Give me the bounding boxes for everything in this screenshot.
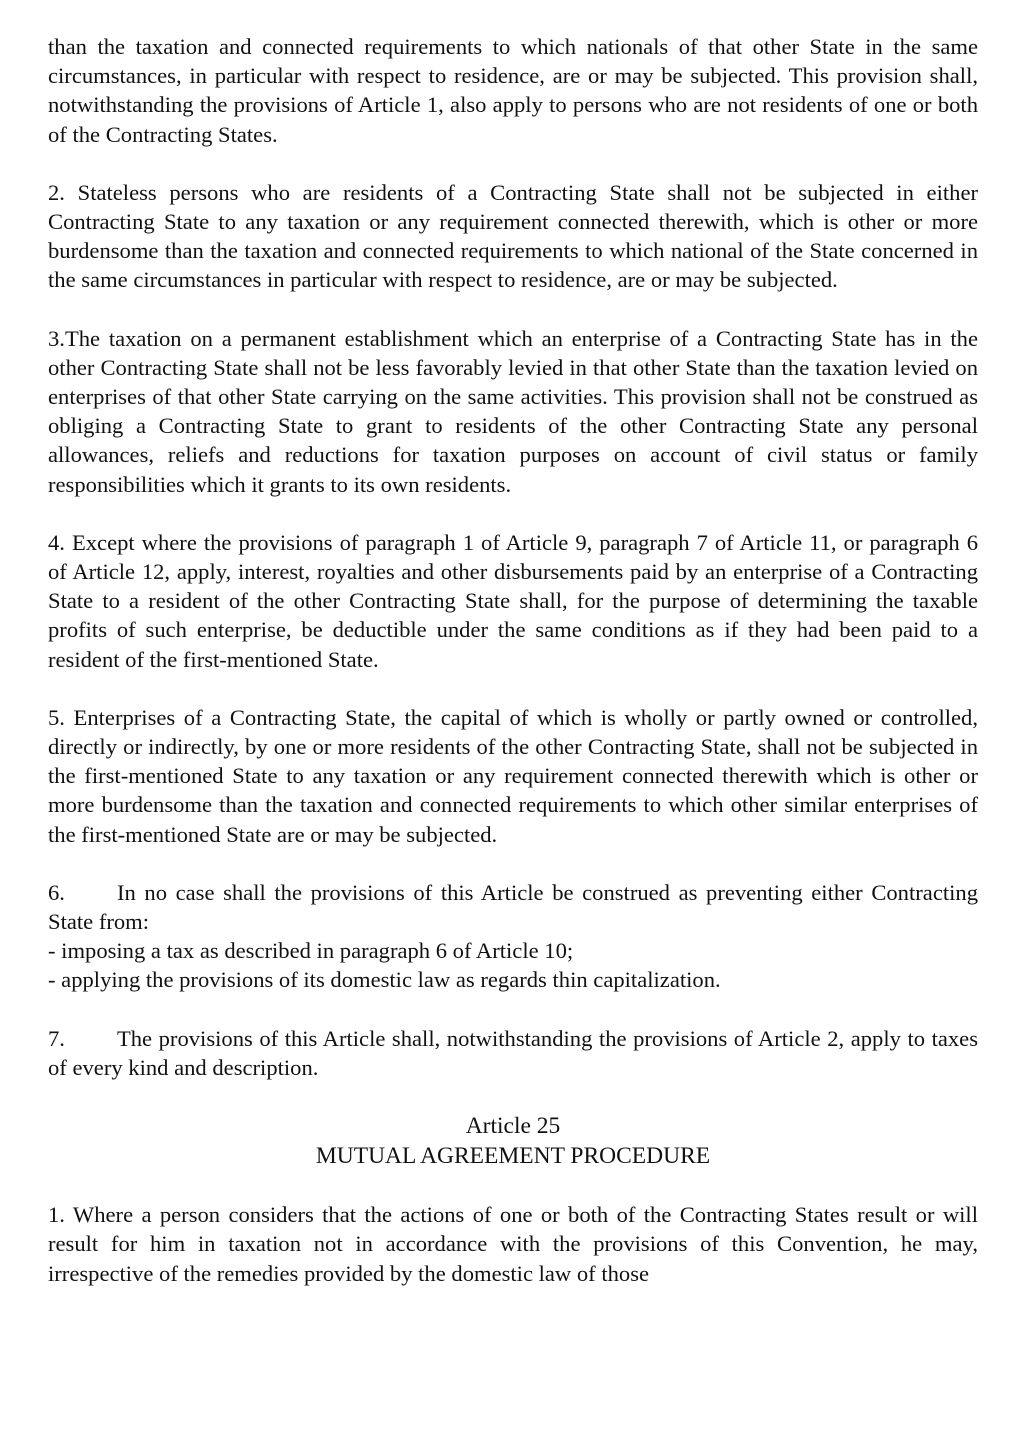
paragraph-6-item: - imposing a tax as described in paragraph 6 of Article 10; [48,938,574,964]
paragraph-7 [48,1024,978,1082]
paragraph-3: 3.The taxation on a permanent establishment which an enterprise of a Contracting State has in the other Contracting State shall not be less favorably levied in that other State than the taxation levied on enterprises of that other State carrying on the same activities. This provision shall not be construed as obliging a Contracting State to grant to residents of the other Contracting State any personal allowances, reliefs and reductions for taxation purposes on account of civil status or family responsibilities which it grants to its own residents. [48,325,978,497]
paragraph-6-text: In no case shall the provisions of this Article be construed as preventing either Contracting State from: [48,879,978,935]
paragraph-7-number: 7. [48,1025,65,1051]
article-number: Article 25 [465,1113,561,1140]
article-25-paragraph-1: 1. Where a person considers that the actions of one or both of the Contracting States result or will result for him in taxation not in accordance with the provisions of this Convention, he may, irrespective of the remedies provided by the domestic law of those [48,1202,978,1286]
article-heading [48,1111,978,1171]
document-page [48,32,978,1317]
paragraph-6-number: 6. [48,879,65,905]
paragraph-6 [48,878,978,995]
paragraph-5: 5. Enterprises of a Contracting State, the capital of which is wholly or partly owned or controlled, directly or indirectly, by one or more residents of the other Contracting State, shall not be subjected in the first-mentioned State to any taxation or any requirement connected therewith which is other or more burdensome than the taxation and connected requirements to which other similar enterprises of the first-mentioned State are or may be subjected. [48,704,978,847]
article-title: MUTUAL AGREEMENT PROCEDURE [315,1143,711,1170]
paragraph-6-item: - applying the provisions of its domestic law as regards thin capitalization. [48,967,721,993]
paragraph-7-text: The provisions of this Article shall, notwithstanding the provisions of Article 2, apply to taxes of every kind and description. [48,1025,978,1080]
paragraph-continuation: than the taxation and connected requirements to which nationals of that other State in the same circumstances, in particular with respect to residence, are or may be subjected. This provision shall, notwithstanding the provisions of Article 1, also apply to persons who are not residents of one or both of the Contracting States. [48,34,978,147]
paragraph-6-intro [48,878,978,936]
paragraph-2: 2. Stateless persons who are residents of a Contracting State shall not be subjected in either Contracting State to any taxation or any requirement connected therewith, which is other or more burdensome than the taxation and connected requirements to which national of the State concerned in the same circumstances in particular with respect to residence, are or may be subjected. [48,179,978,293]
paragraph-4: 4. Except where the provisions of paragraph 1 of Article 9, paragraph 7 of Article 11, or paragraph 6 of Article 12, apply, interest, royalties and other disbursements paid by an enterprise of a Contracting State to a resident of the other Contracting State shall, for the purpose of determining the taxable profits of such enterprise, be deductible under the same conditions as if they had been paid to a resident of the first-mentioned State. [48,529,978,672]
